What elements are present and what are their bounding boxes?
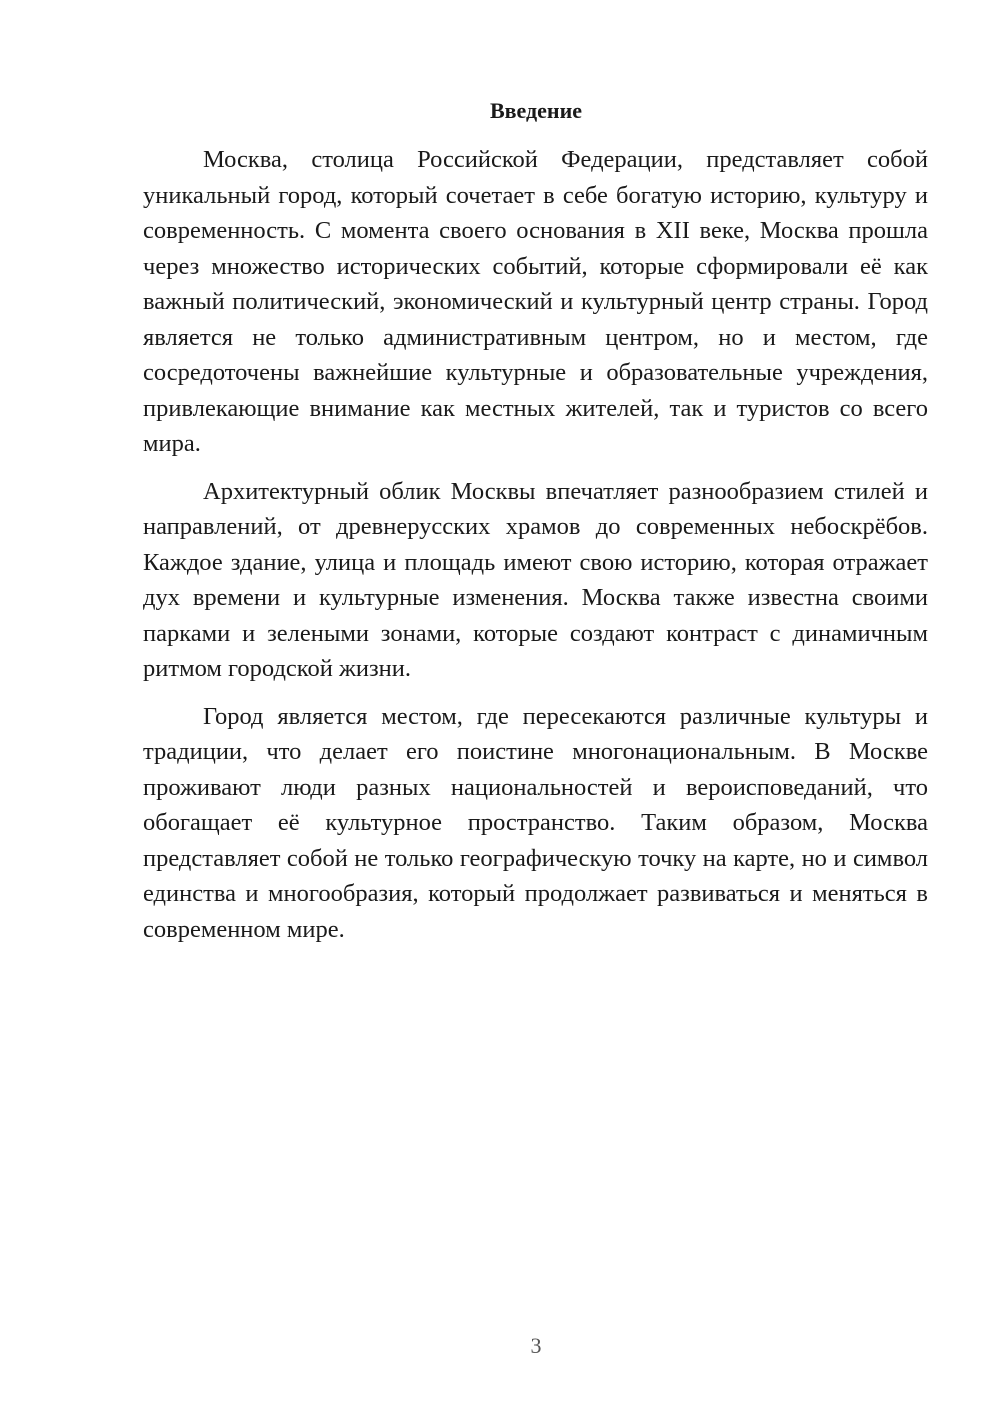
- section-heading: Введение: [489, 98, 583, 123]
- body-text: [143, 142, 928, 947]
- page-number: 3: [530, 1333, 542, 1358]
- paragraph-3: Город является местом, где пересекаются различные культуры и традиции, что делает его поистине многонациональным. В Москве проживают люди разных национальностей и вероисповеданий, что обогащает её культурное пространство. Таким образом, Москва представляет собой не только географическую точку на карте, но и символ единства и многообразия, который продолжает развиваться и меняться в современном мире.: [143, 702, 928, 943]
- paragraph-1: Москва, столица Российской Федерации, представляет собой уникальный город, который сочетает в себе богатую историю, культуру и современность. С момента своего основания в XII веке, Москва прошла через множество исторических событий, которые сформировали её как важный политический, экономический и культурный центр страны. Город является не только административным центром, но и местом, где сосредоточены важнейшие культурные и образовательные учреждения, привлекающие внимание как местных жителей, так и туристов со всего мира.: [143, 146, 928, 457]
- paragraph-2: Архитектурный облик Москвы впечатляет разнообразием стилей и направлений, от древнерусских храмов до современных небоскрёбов. Каждое здание, улица и площадь имеют свою историю, которая отражает дух времени и культурные изменения. Москва также известна своими парками и зелеными зонами, которые создают контраст с динамичным ритмом городской жизни.: [143, 477, 928, 682]
